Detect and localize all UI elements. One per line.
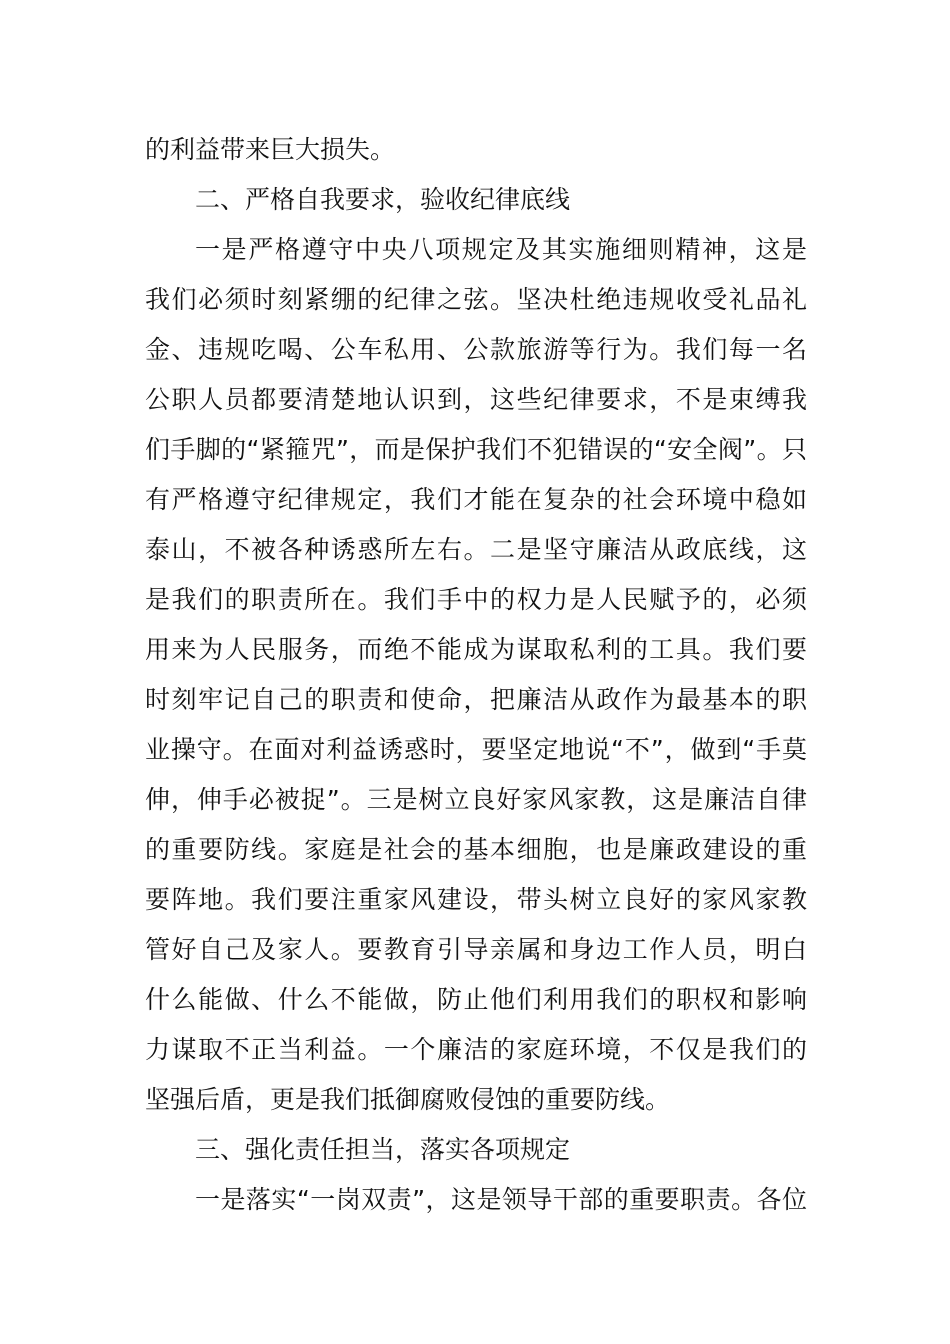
paragraph-line: 泰山，不被各种诱惑所左右。二是坚守廉洁从政底线，这 <box>145 535 807 564</box>
paragraph-line: 管好自己及家人。要教育引导亲属和身边工作人员，明白 <box>145 935 807 964</box>
paragraph-line: 金、违规吃喝、公车私用、公款旅游等行为。我们每一名 <box>145 335 807 364</box>
section-heading: 三、强化责任担当，落实各项规定 <box>195 1135 571 1164</box>
paragraph-line: 伸，伸手必被捉”。三是树立良好家风家教，这是廉洁自律 <box>145 785 807 814</box>
section-heading: 二、严格自我要求，验收纪律底线 <box>195 185 571 214</box>
paragraph-line: 是我们的职责所在。我们手中的权力是人民赋予的，必须 <box>145 585 807 614</box>
paragraph-line: 用来为人民服务，而绝不能成为谋取私利的工具。我们要 <box>145 635 807 664</box>
paragraph-line: 们手脚的“紧箍咒”，而是保护我们不犯错误的“安全阀”。只 <box>145 435 807 464</box>
paragraph-line: 时刻牢记自己的职责和使命，把廉洁从政作为最基本的职 <box>145 685 807 714</box>
paragraph-line: 要阵地。我们要注重家风建设，带头树立良好的家风家教 <box>145 885 807 914</box>
paragraph-line: 公职人员都要清楚地认识到，这些纪律要求，不是束缚我 <box>145 385 807 414</box>
paragraph-line: 一是落实“一岗双责”，这是领导干部的重要职责。各位 <box>195 1185 807 1214</box>
paragraph-line: 我们必须时刻紧绷的纪律之弦。坚决杜绝违规收受礼品礼 <box>145 285 807 314</box>
paragraph-line: 一是严格遵守中央八项规定及其实施细则精神，这是 <box>195 235 807 264</box>
paragraph-line: 的利益带来巨大损失。 <box>145 135 396 164</box>
paragraph-line: 的重要防线。家庭是社会的基本细胞，也是廉政建设的重 <box>145 835 807 864</box>
paragraph-line: 什么能做、什么不能做，防止他们利用我们的职权和影响 <box>145 985 807 1014</box>
paragraph-line: 坚强后盾，更是我们抵御腐败侵蚀的重要防线。 <box>145 1085 671 1114</box>
paragraph-line: 有严格遵守纪律规定，我们才能在复杂的社会环境中稳如 <box>145 485 807 514</box>
paragraph-line: 力谋取不正当利益。一个廉洁的家庭环境，不仅是我们的 <box>145 1035 807 1064</box>
paragraph-line: 业操守。在面对利益诱惑时，要坚定地说“不”，做到“手莫 <box>145 735 807 764</box>
